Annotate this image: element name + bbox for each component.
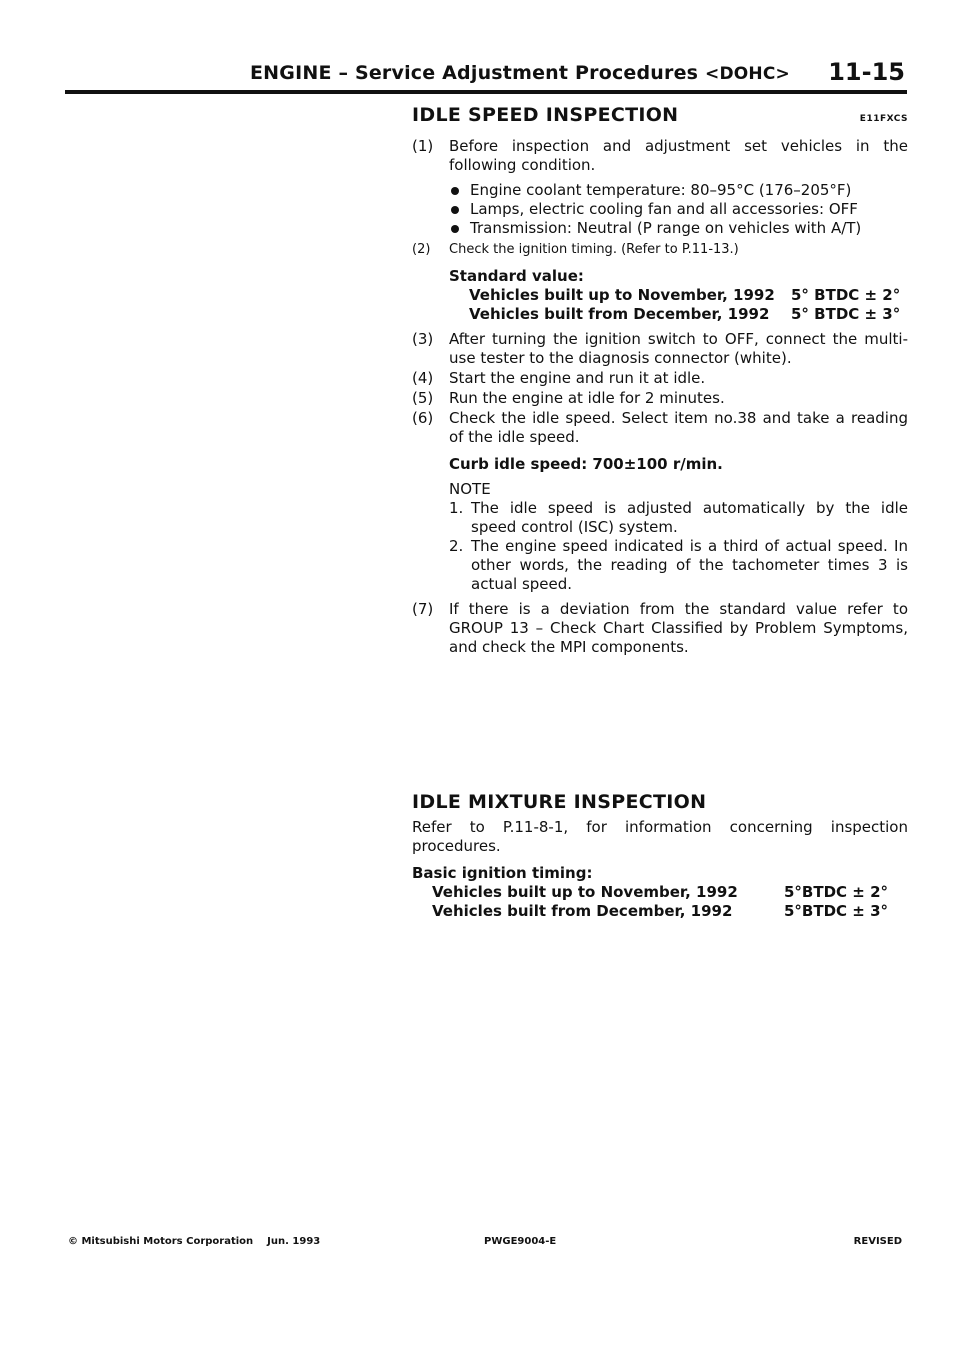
spec-row: Vehicles built from December, 1992 5°BTDC ± 3° <box>432 902 889 920</box>
standard-value-block <box>449 267 908 324</box>
step-text: Before inspection and adjustment set vehicles in the following condition. <box>449 137 908 174</box>
step-2 <box>412 240 908 259</box>
step-text: If there is a deviation from the standard value refer to GROUP 13 – Check Chart Classified by Problem Symptoms, and check the MPI components. <box>449 600 908 656</box>
bullet-icon <box>448 219 470 238</box>
step-5 <box>412 389 908 408</box>
step-7 <box>412 600 908 657</box>
step-text: Check the ignition timing. (Refer to P.11-13.) <box>449 242 739 257</box>
main-content <box>412 106 908 921</box>
list-item: 1. The idle speed is adjusted automatically by the idle speed control (ISC) system. <box>449 499 908 536</box>
page-number: 11-15 <box>828 58 905 86</box>
list-item: Lamps, electric cooling fan and all accessories: OFF <box>448 200 908 219</box>
list-item: 2. The engine speed indicated is a third of actual speed. In other words, the reading of the tachometer times 3 is actual speed. <box>449 537 908 593</box>
curb-idle-speed: Curb idle speed: 700±100 r/min. <box>449 455 723 473</box>
section-code: E11FXCS <box>859 114 908 124</box>
footer-date: Jun. 1993 <box>267 1236 321 1247</box>
step-6 <box>412 409 908 447</box>
step-number: (2) <box>412 242 431 257</box>
step-text: After turning the ignition switch to OFF, connect the multi-use tester to the diagnosis connector (white). <box>449 330 908 367</box>
bullet-icon <box>448 200 470 219</box>
bullet-icon <box>448 181 470 200</box>
idle-mixture-title: IDLE MIXTURE INSPECTION <box>412 791 707 813</box>
footer-status: REVISED <box>853 1236 902 1247</box>
step-number: (1) <box>412 137 434 155</box>
spec-row: Vehicles built up to November, 1992 5°BTDC ± 2° <box>432 883 889 901</box>
spec-row: Vehicles built up to November, 1992 5° BTDC ± 2° <box>469 286 901 304</box>
step-1 <box>412 137 908 175</box>
idle-mixture-section <box>412 793 908 921</box>
standard-value-label: Standard value: <box>449 267 584 285</box>
step-number: (5) <box>412 389 434 407</box>
basic-ignition-label: Basic ignition timing: <box>412 864 593 882</box>
step-number: (6) <box>412 409 434 427</box>
idle-mixture-text: Refer to P.11-8-1, for information concerning inspection procedures. <box>412 818 908 855</box>
idle-mixture-heading <box>412 793 908 812</box>
step-text: Check the idle speed. Select item no.38 and take a reading of the idle speed. <box>449 409 908 446</box>
condition-list <box>448 181 908 238</box>
idle-speed-heading <box>412 106 908 129</box>
list-item: Transmission: Neutral (P range on vehicles with A/T) <box>448 219 908 238</box>
step-number: (3) <box>412 330 434 348</box>
step-4 <box>412 369 908 388</box>
footer-doc-code: PWGE9004-E <box>484 1236 557 1247</box>
step-number: (7) <box>412 600 434 618</box>
header-divider <box>65 90 907 94</box>
page-header-title <box>250 62 790 84</box>
note-block <box>449 480 908 594</box>
note-label: NOTE <box>449 480 491 498</box>
step-text: Start the engine and run it at idle. <box>449 369 706 387</box>
spec-row: Vehicles built from December, 1992 5° BTDC ± 3° <box>469 305 901 323</box>
footer-copyright <box>68 1236 320 1247</box>
basic-ignition-timing <box>412 864 908 921</box>
step-text: Run the engine at idle for 2 minutes. <box>449 389 725 407</box>
list-item: Engine coolant temperature: 80–95°C (176–205°F) <box>448 181 908 200</box>
header-main-title: ENGINE – Service Adjustment Procedures <box>250 62 706 84</box>
step-number: (4) <box>412 369 434 387</box>
header-engine-variant: <DOHC> <box>705 64 790 84</box>
idle-speed-title: IDLE SPEED INSPECTION <box>412 104 679 126</box>
step-3 <box>412 330 908 368</box>
copyright-text: © Mitsubishi Motors Corporation <box>68 1236 254 1247</box>
